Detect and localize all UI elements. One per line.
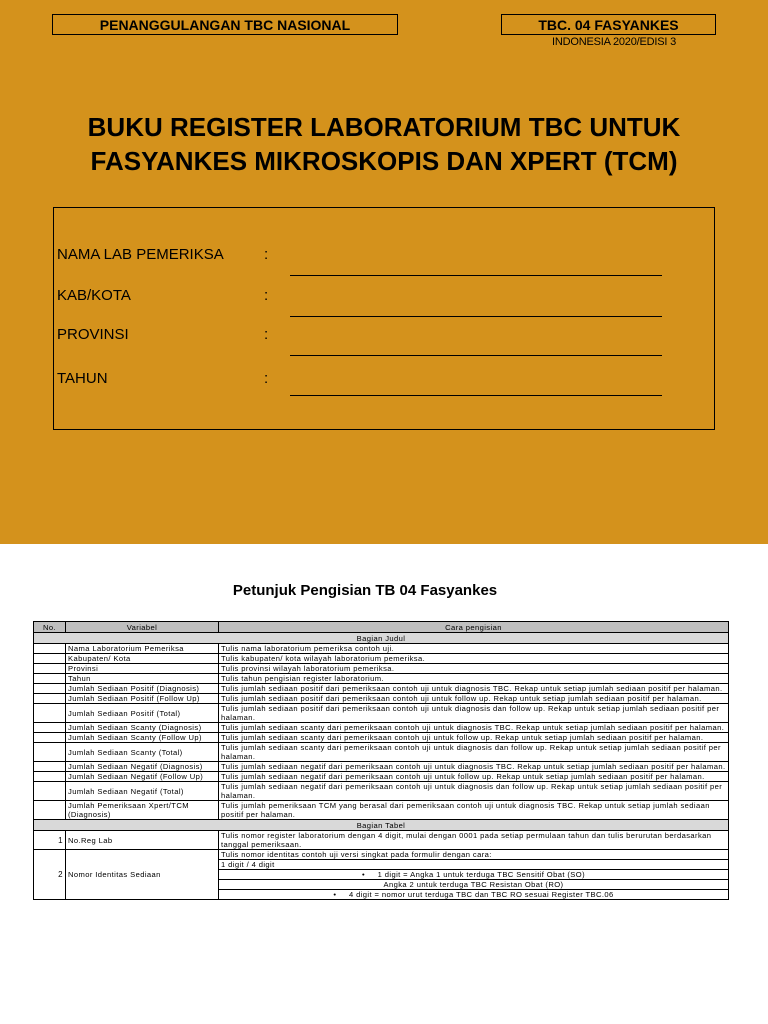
instructions-table xyxy=(33,621,729,900)
field-nama-lab-line[interactable] xyxy=(290,275,662,276)
field-nama-lab xyxy=(57,246,707,266)
row-number xyxy=(34,733,66,743)
form-code-text: TBC. 04 FASYANKES xyxy=(538,16,679,33)
row-cara: Tulis jumlah sediaan negatif dari pemeriksaan contoh uji untuk diagnosis TBC. Rekap untuk setiap jumlah sediaan positif per halaman. xyxy=(219,762,729,772)
row-number xyxy=(34,664,66,674)
bullet-icon: • xyxy=(333,890,337,899)
row-variabel: Nomor Identitas Sediaan xyxy=(66,850,219,900)
row-number: 1 xyxy=(34,831,66,850)
table-row xyxy=(34,782,729,801)
table-row xyxy=(34,762,729,772)
row-number xyxy=(34,694,66,704)
field-colon: : xyxy=(264,370,269,387)
header-variabel: Variabel xyxy=(66,622,219,633)
bullet-icon: • xyxy=(361,870,366,879)
row-cara: Tulis jumlah sediaan positif dari pemeriksaan contoh uji untuk diagnosis TBC. Rekap untuk setiap jumlah sediaan positif per halaman. xyxy=(219,684,729,694)
row-number xyxy=(34,704,66,723)
row-variabel: Jumlah Sediaan Negatif (Total) xyxy=(66,782,219,801)
row-cara: Tulis jumlah sediaan negatif dari pemeriksaan contoh uji untuk diagnosis dan follow up. Rekap untuk setiap jumlah sediaan positif per halaman. xyxy=(219,782,729,801)
row-cara: Tulis tahun pengisian register laboratorium. xyxy=(219,674,729,684)
row-variabel: Jumlah Sediaan Negatif (Diagnosis) xyxy=(66,762,219,772)
table-row xyxy=(34,850,729,860)
field-provinsi-line[interactable] xyxy=(290,355,662,356)
row-number xyxy=(34,801,66,820)
row-cara: Tulis jumlah sediaan negatif dari pemeriksaan contoh uji untuk follow up. Rekap untuk setiap jumlah sediaan positif per halaman. xyxy=(219,772,729,782)
field-label: NAMA LAB PEMERIKSA xyxy=(57,246,224,263)
row-number xyxy=(34,782,66,801)
field-colon: : xyxy=(264,246,269,263)
row-variabel: Jumlah Sediaan Positif (Follow Up) xyxy=(66,694,219,704)
row-number xyxy=(34,644,66,654)
cover-title-line1: BUKU REGISTER LABORATORIUM TBC UNTUK xyxy=(87,112,681,142)
row-number xyxy=(34,762,66,772)
field-tahun-line[interactable] xyxy=(290,395,662,396)
row-variabel: Nama Laboratorium Pemeriksa xyxy=(66,644,219,654)
section-label: Bagian Judul xyxy=(34,633,729,644)
row-variabel: Jumlah Sediaan Negatif (Follow Up) xyxy=(66,772,219,782)
row-cara: Tulis provinsi wilayah laboratorium pemeriksa. xyxy=(219,664,729,674)
row-variabel: Jumlah Sediaan Scanty (Diagnosis) xyxy=(66,723,219,733)
section-label: Bagian Tabel xyxy=(34,820,729,831)
row-cara-digit-header: 1 digit / 4 digit xyxy=(219,860,729,870)
table-row xyxy=(34,772,729,782)
instructions-title: Petunjuk Pengisian TB 04 Fasyankes xyxy=(232,582,498,599)
field-label: TAHUN xyxy=(57,370,108,387)
program-header-text: PENANGGULANGAN TBC NASIONAL xyxy=(99,16,351,33)
table-row xyxy=(34,733,729,743)
bullet-text: 4 digit = nomor urut terduga TBC dan TBC RO sesuai Register TBC.06 xyxy=(348,890,614,899)
section-row-judul xyxy=(34,633,729,644)
row-cara-bullet xyxy=(219,870,729,880)
field-label: KAB/KOTA xyxy=(57,287,131,304)
row-cara: Tulis jumlah pemeriksaan TCM yang berasal dari pemeriksaan contoh uji untuk diagnosis TBC. Rekap untuk setiap jumlah sediaan positif per halaman. xyxy=(219,801,729,820)
row-number: 2 xyxy=(34,850,66,900)
row-variabel: Jumlah Sediaan Positif (Total) xyxy=(66,704,219,723)
row-cara: Tulis jumlah sediaan scanty dari pemeriksaan contoh uji untuk diagnosis dan follow up. Rekap untuk setiap jumlah sediaan positif per halaman. xyxy=(219,743,729,762)
field-tahun xyxy=(57,370,707,390)
row-variabel: Jumlah Sediaan Scanty (Total) xyxy=(66,743,219,762)
form-code-box xyxy=(501,14,716,35)
table-row xyxy=(34,674,729,684)
row-variabel: No.Reg Lab xyxy=(66,831,219,850)
edition-label: INDONESIA 2020/EDISI 3 xyxy=(552,36,676,48)
row-number xyxy=(34,743,66,762)
row-cara-intro: Tulis nomor identitas contoh uji versi singkat pada formulir dengan cara: xyxy=(219,850,729,860)
row-cara-line: Angka 2 untuk terduga TBC Resistan Obat (RO) xyxy=(219,880,729,890)
field-provinsi xyxy=(57,326,707,346)
row-variabel: Jumlah Sediaan Positif (Diagnosis) xyxy=(66,684,219,694)
row-cara: Tulis jumlah sediaan positif dari pemeriksaan contoh uji untuk follow up. Rekap untuk setiap jumlah sediaan positif per halaman. xyxy=(219,694,729,704)
field-kab-kota-line[interactable] xyxy=(290,316,662,317)
row-cara-bullet xyxy=(219,890,729,900)
field-kab-kota xyxy=(57,287,707,307)
table-row xyxy=(34,684,729,694)
row-number xyxy=(34,684,66,694)
table-row xyxy=(34,743,729,762)
section-row-tabel xyxy=(34,820,729,831)
row-variabel: Jumlah Pemeriksaan Xpert/TCM (Diagnosis) xyxy=(66,801,219,820)
cover-title xyxy=(0,110,768,178)
program-header-box xyxy=(52,14,398,35)
table-row xyxy=(34,654,729,664)
identity-form-box xyxy=(53,207,715,430)
row-cara: Tulis nama laboratorium pemeriksa contoh uji. xyxy=(219,644,729,654)
field-label: PROVINSI xyxy=(57,326,129,343)
row-variabel: Tahun xyxy=(66,674,219,684)
row-cara: Tulis jumlah sediaan scanty dari pemeriksaan contoh uji untuk follow up. Rekap untuk setiap jumlah sediaan positif per halaman. xyxy=(219,733,729,743)
header-no: No. xyxy=(34,622,66,633)
field-colon: : xyxy=(264,287,269,304)
header-cara: Cara pengisian xyxy=(219,622,729,633)
row-variabel: Kabupaten/ Kota xyxy=(66,654,219,664)
row-number xyxy=(34,723,66,733)
row-cara: Tulis nomor register laboratorium dengan 4 digit, mulai dengan 0001 pada setiap permulaan tahun dan tulis berurutan berdasarkan tanggal pemeriksaan. xyxy=(219,831,729,850)
row-cara: Tulis jumlah sediaan positif dari pemeriksaan contoh uji untuk diagnosis dan follow up. Rekap untuk setiap jumlah sediaan positif per halaman. xyxy=(219,704,729,723)
row-number xyxy=(34,772,66,782)
row-cara: Tulis jumlah sediaan scanty dari pemeriksaan contoh uji untuk diagnosis TBC. Rekap untuk setiap jumlah sediaan positif per halaman. xyxy=(219,723,729,733)
bullet-text: 1 digit = Angka 1 untuk terduga TBC Sensitif Obat (SO) xyxy=(377,870,586,879)
table-row xyxy=(34,723,729,733)
row-variabel: Provinsi xyxy=(66,664,219,674)
cover-title-line2: FASYANKES MIKROSKOPIS DAN XPERT (TCM) xyxy=(90,146,678,176)
table-row xyxy=(34,704,729,723)
table-row xyxy=(34,801,729,820)
table-row xyxy=(34,644,729,654)
table-row xyxy=(34,664,729,674)
table-row xyxy=(34,831,729,850)
row-number xyxy=(34,674,66,684)
row-cara: Tulis kabupaten/ kota wilayah laboratorium pemeriksa. xyxy=(219,654,729,664)
row-number xyxy=(34,654,66,664)
table-row xyxy=(34,694,729,704)
field-colon: : xyxy=(264,326,269,343)
table-header-row xyxy=(34,622,729,633)
row-variabel: Jumlah Sediaan Scanty (Follow Up) xyxy=(66,733,219,743)
